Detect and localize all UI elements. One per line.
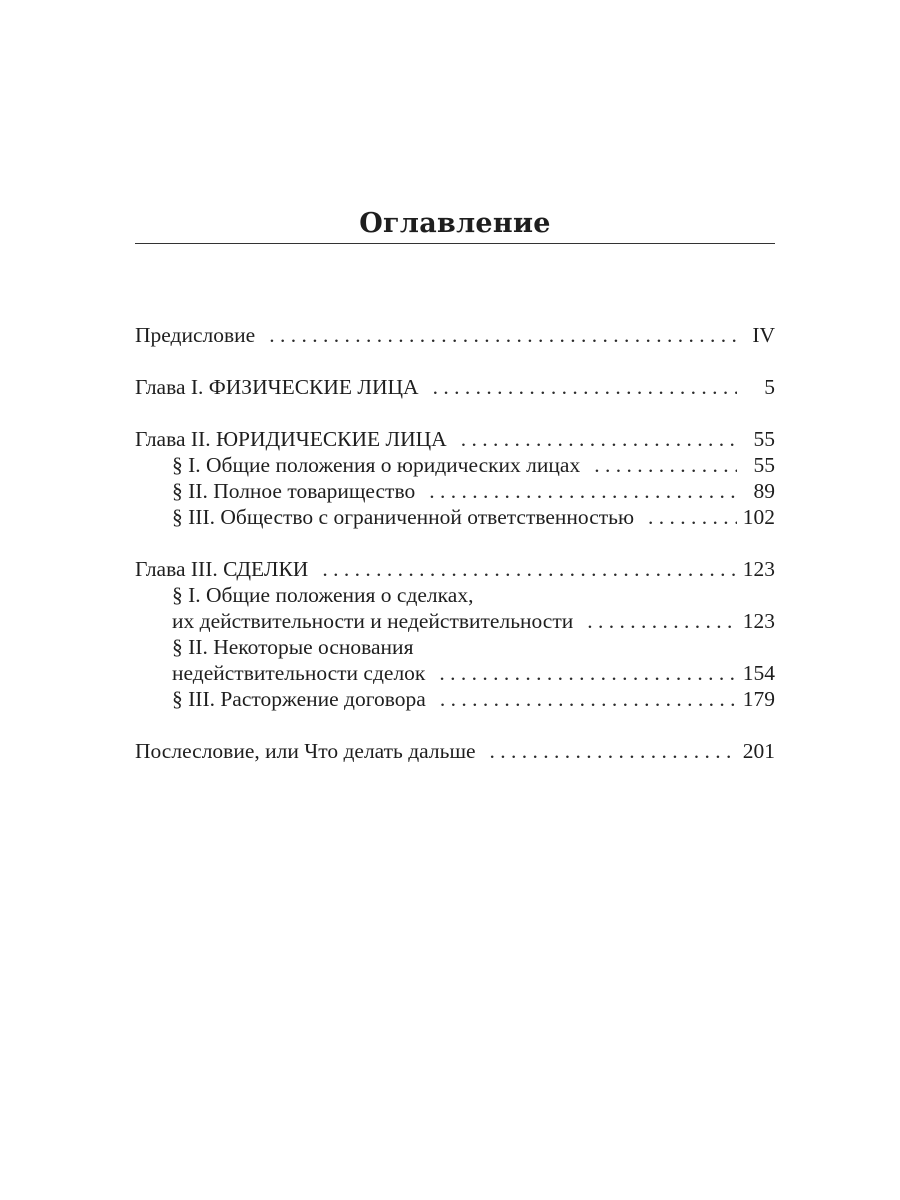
toc-group-preface — [135, 322, 775, 348]
table-of-contents — [135, 322, 775, 790]
toc-entry-label: Глава I. ФИЗИЧЕСКИЕ ЛИЦА — [135, 375, 419, 399]
dot-leader — [587, 608, 737, 634]
toc-group-chapter-1 — [135, 374, 775, 400]
toc-entry-label-line1[interactable]: § I. Общие положения о сделках, — [172, 583, 474, 607]
toc-entry-label: Послесловие, или Что делать дальше — [135, 739, 476, 763]
toc-entry-chapter-2-section-1[interactable] — [135, 452, 775, 478]
toc-page — [135, 0, 775, 1200]
toc-entry-label: § III. Общество с ограниченной ответственностью — [172, 505, 635, 529]
toc-entry-chapter-2[interactable] — [135, 426, 775, 452]
toc-page-number: 123 — [742, 609, 775, 633]
toc-page-number: 55 — [753, 453, 775, 477]
toc-page-number: 55 — [753, 427, 775, 451]
toc-page-number: 179 — [742, 687, 775, 711]
toc-entry-chapter-3-section-2[interactable] — [135, 660, 775, 686]
dot-leader — [461, 426, 737, 452]
toc-page-number: IV — [752, 323, 775, 347]
toc-entry-chapter-2-section-2[interactable] — [135, 478, 775, 504]
toc-page-number: 102 — [742, 505, 775, 529]
toc-entry-label: Глава II. ЮРИДИЧЕСКИЕ ЛИЦА — [135, 427, 447, 451]
toc-entry-chapter-3[interactable] — [135, 556, 775, 582]
dot-leader — [322, 556, 737, 582]
toc-entry-chapter-3-section-1[interactable] — [135, 608, 775, 634]
toc-entry-chapter-1[interactable] — [135, 374, 775, 400]
toc-group-afterword — [135, 738, 775, 764]
toc-entry-preface[interactable] — [135, 322, 775, 348]
dot-leader — [429, 478, 737, 504]
toc-entry-label: Предисловие — [135, 323, 256, 347]
dot-leader — [433, 374, 737, 400]
dot-leader — [648, 504, 737, 530]
toc-entry-label: § III. Расторжение договора — [172, 687, 426, 711]
toc-entry-label-line1[interactable]: § II. Некоторые основания — [172, 635, 414, 659]
page-title: Оглавление — [359, 208, 551, 239]
toc-page-number: 201 — [742, 739, 775, 763]
dot-leader — [439, 660, 737, 686]
toc-page-number: 5 — [764, 375, 775, 399]
toc-entry-label: § I. Общие положения о юридических лицах — [172, 453, 581, 477]
toc-entry-chapter-2-section-3[interactable] — [135, 504, 775, 530]
toc-page-number: 89 — [753, 479, 775, 503]
dot-leader — [269, 322, 737, 348]
toc-entry-label: их действительности и недействительности — [172, 609, 574, 633]
dot-leader — [440, 686, 737, 712]
toc-page-number: 154 — [742, 661, 775, 685]
toc-entry-afterword[interactable] — [135, 738, 775, 764]
toc-group-chapter-3 — [135, 556, 775, 712]
toc-entry-label: недействительности сделок — [172, 661, 426, 685]
dot-leader — [594, 452, 737, 478]
toc-entry-label: Глава III. СДЕЛКИ — [135, 557, 309, 581]
toc-entry-chapter-3-section-3[interactable] — [135, 686, 775, 712]
toc-group-chapter-2 — [135, 426, 775, 530]
toc-page-number: 123 — [742, 557, 775, 581]
dot-leader — [490, 738, 737, 764]
title-rule — [135, 243, 775, 244]
toc-entry-label: § II. Полное товарищество — [172, 479, 416, 503]
